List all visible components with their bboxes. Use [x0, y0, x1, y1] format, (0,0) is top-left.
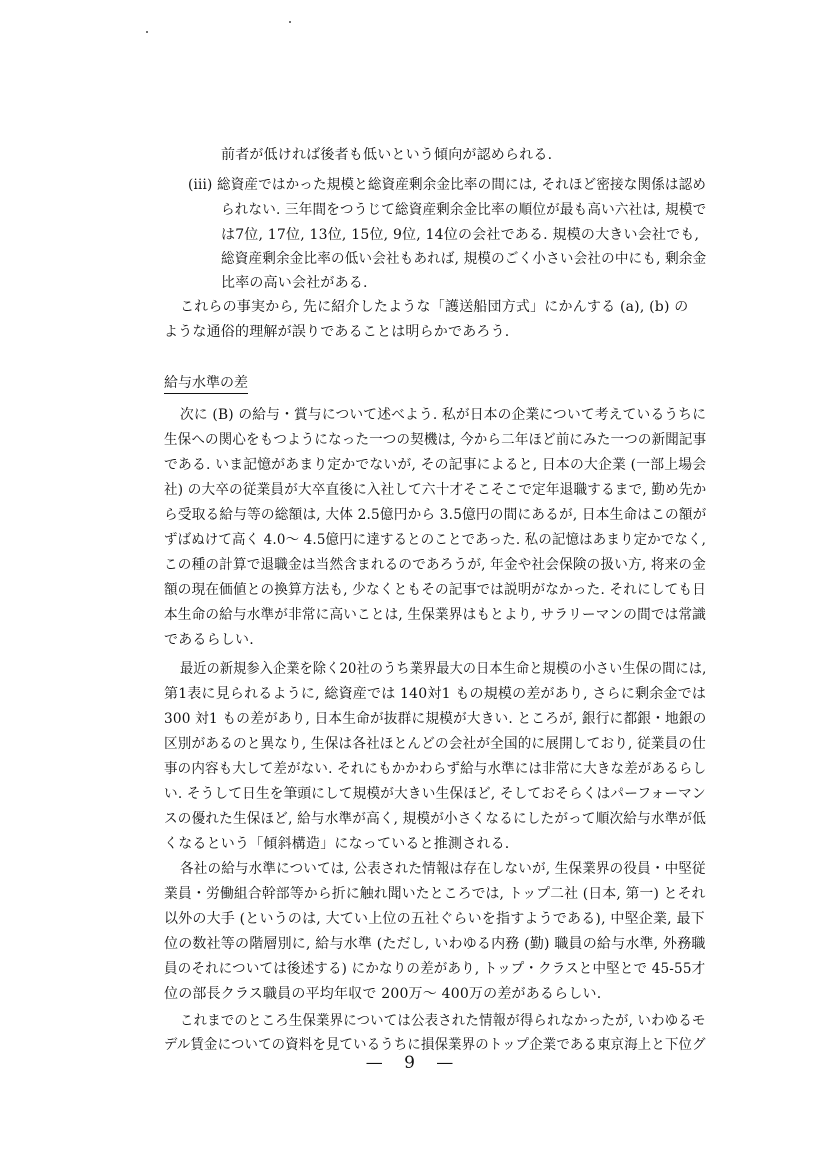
text-line: 事の内容も大して差がない. それにもかかわらず給与水準には非常に大きな差があるらし	[164, 761, 707, 777]
text-line: ずばぬけて高く 4.0～ 4.5億円に達するとのことであった. 私の記憶はあまり定かでなく,	[164, 532, 707, 548]
text-line: ような通俗的理解が誤りであることは明らかであろう.	[164, 324, 510, 340]
text-line: デル賃金についての資料を見ているうちに損保業界のトップ企業である東京海上と下位グ	[164, 1037, 706, 1053]
section-heading: 給与水準の差	[164, 374, 248, 394]
text-line: 社) の大卒の従業員が大卒直後に入社して六十才そこそこで定年退職するまで, 勤め先か	[164, 482, 707, 498]
text-line: られない. 三年間をつうじて総資産剰余金比率の順位が最も高い六社は, 規模で	[221, 202, 707, 218]
text-line: である. いま記憶があまり定かでないが, その記事によると, 日本の大企業 (一部上場会	[164, 457, 707, 473]
text-line: これらの事実から, 先に紹介したような「護送船団方式」にかんする (a), (b) の	[180, 299, 689, 315]
page-number: — 9 —	[365, 1053, 462, 1073]
text-line: 300 対1 もの差があり, 日本生命が抜群に規模が大きい. ところが, 銀行に都銀・地銀の	[164, 711, 707, 727]
text-line: 次に (B) の給与・賞与について述べよう. 私が日本の企業について考えているうちに	[180, 407, 707, 423]
scan-speck	[146, 31, 148, 33]
text-line: くなるという「傾斜構造」になっていると推測される.	[164, 836, 510, 852]
text-line: であるらしい.	[164, 632, 254, 648]
text-line: 以外の大手 (というのは, 大てい上位の五社ぐらいを指すようである), 中堅企業, 最下	[164, 911, 705, 927]
text-line: 第1表に見られるように, 総資産では 140対1 もの規模の差があり, さらに剰余金では	[164, 686, 707, 702]
text-line: 各社の給与水準については, 公表された情報は存在しないが, 生保業界の役員・中堅従	[180, 861, 706, 877]
text-line: い. そうして日生を筆頭にして規模が大きい生保ほど, そしておそらくはパーフォーマン	[164, 786, 706, 802]
text-line: 区別があるのと異なり, 生保は各社ほとんどの会社が全国的に展開しており, 従業員の仕	[164, 736, 707, 752]
text-line: 比率の高い会社がある.	[221, 275, 368, 291]
text-line: 最近の新規参入企業を除く20社のうち業界最大の日本生命と規模の小さい生保の間には,	[180, 661, 707, 677]
text-line: これまでのところ生保業界については公表された情報が得られなかったが, いわゆるモ	[180, 1013, 706, 1029]
text-line: ら受取る給与等の総額は, 大体 2.5億円から 3.5億円の間にあるが, 日本生命はこの額が	[164, 507, 707, 523]
text-line: 位の部長クラス職員の平均年収で 200万～ 400万の差があるらしい.	[164, 986, 602, 1002]
text-line: 額の現在価値との換算方法も, 少なくともその記事では説明がなかった. それにしても日	[164, 582, 707, 598]
text-line: 本生命の給与水準が非常に高いことは, 生保業界はもとより, サラリーマンの間では常識	[164, 607, 707, 623]
text-line: は7位, 17位, 13位, 15位, 9位, 14位の会社である. 規模の大きい会社でも,	[221, 227, 700, 243]
text-line: (iii) 総資産ではかった規模と総資産剰余金比率の間には, それほど密接な関係は認め	[188, 177, 707, 193]
text-line: 業員・労働組合幹部等から折に触れ聞いたところでは, トップ二社 (日本, 第一) とそれ	[164, 886, 706, 902]
text-line: 生保への関心をもつようになった一つの契機は, 今から二年ほど前にみた一つの新聞記事	[164, 432, 707, 448]
scan-speck	[289, 21, 291, 23]
text-line: この種の計算で退職金は当然含まれるのであろうが, 年金や社会保険の扱い方, 将来の金	[164, 557, 707, 573]
text-line: 位の数社等の階層別に, 給与水準 (ただし, いわゆる内務 (勤) 職員の給与水準, 外務職	[164, 936, 706, 952]
text-line: 前者が低ければ後者も低いという傾向が認められる.	[221, 147, 553, 163]
text-line: スの優れた生保ほど, 給与水準が高く, 規模が小さくなるにしたがって順次給与水準が低	[164, 811, 707, 827]
text-line: 員のそれについては後述する) にかなりの差があり, トップ・クラスと中堅とで 45-55才	[164, 961, 706, 977]
text-line: 総資産剰余金比率の低い会社もあれば, 規模のごく小さい会社の中にも, 剰余金	[221, 251, 707, 267]
